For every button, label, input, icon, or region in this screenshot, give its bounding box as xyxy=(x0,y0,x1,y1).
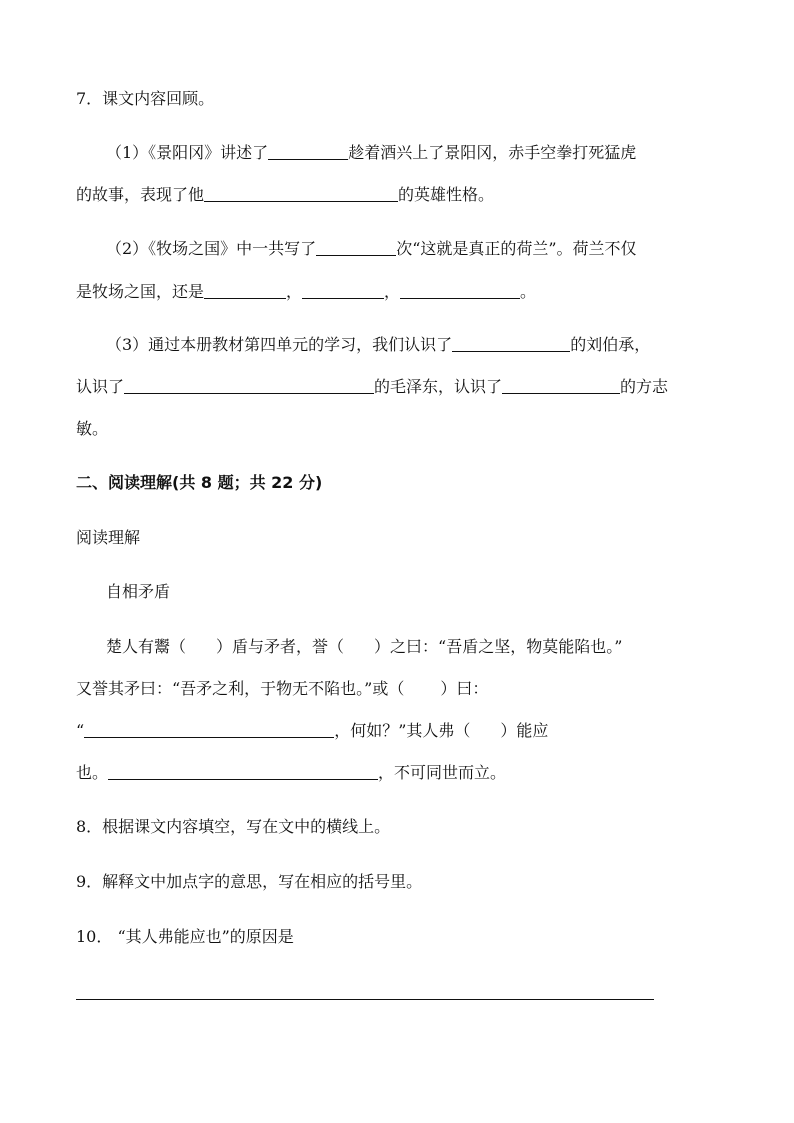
q7-p3-blank-3[interactable] xyxy=(502,377,620,394)
passage-l4a: 也。 xyxy=(76,763,109,782)
passage-l1a: 楚人有鬻（ xyxy=(106,637,187,656)
question-8: 8．根据课文内容填空，写在文中的横线上。 xyxy=(76,817,391,836)
passage-l3b: ，何如？”其人弗（ xyxy=(334,721,471,740)
q7-p1-text-d: 的英雄性格。 xyxy=(398,185,495,204)
q7-p2-blank-2[interactable] xyxy=(204,282,286,299)
section-label: 阅读理解 xyxy=(76,528,141,547)
q7-p1-line1 xyxy=(106,142,636,164)
q7-p3-line3: 敏。 xyxy=(76,419,109,438)
passage-blank-2[interactable] xyxy=(108,763,378,780)
q7-p2-end: 。 xyxy=(520,282,537,301)
passage-l2b: ）曰： xyxy=(440,679,489,698)
q7-p1-line2 xyxy=(76,184,494,206)
passage-l3c: ）能应 xyxy=(500,721,549,740)
q7-p3-text-d: 的毛泽东，认识了 xyxy=(374,377,503,396)
q7-p3-line1 xyxy=(106,334,650,356)
passage-line-1 xyxy=(106,636,622,658)
q7-p2-text-c: 是牧场之国，还是 xyxy=(76,282,205,301)
passage-title: 自相矛盾 xyxy=(106,582,171,601)
q7-p1-text-a: （1）《景阳冈》讲述了 xyxy=(106,143,269,162)
q7-p2-blank-3[interactable] xyxy=(302,282,384,299)
q7-p3-blank-1[interactable] xyxy=(452,335,570,352)
q7-p2-text-b: 次“这就是真正的荷兰”。荷兰不仅 xyxy=(396,239,637,258)
passage-line-2 xyxy=(76,678,488,700)
passage-l3a: “ xyxy=(76,721,85,740)
q7-p2-blank-4[interactable] xyxy=(400,282,520,299)
q7-p3-text-c: 认识了 xyxy=(76,377,125,396)
question-10: 10． “其人弗能应也”的原因是 xyxy=(76,927,294,946)
passage-line-4 xyxy=(76,762,506,784)
section-heading: 二、阅读理解(共 8 题；共 22 分) xyxy=(76,473,323,492)
passage-line-3 xyxy=(76,720,548,742)
q7-p2-sep2: ， xyxy=(384,282,401,301)
q7-p2-sep1: ， xyxy=(286,282,303,301)
q7-p3-text-e: 的方志 xyxy=(620,377,669,396)
q7-p2-line1 xyxy=(106,238,637,260)
passage-l2a: 又誉其矛曰：“吾矛之利，于物无不陷也。”或（ xyxy=(76,679,405,698)
question-9: 9．解释文中加点字的意思，写在相应的括号里。 xyxy=(76,872,423,891)
q7-p3-text-a: （3）通过本册教材第四单元的学习，我们认识了 xyxy=(106,335,453,354)
passage-l4b: ，不可同世而立。 xyxy=(378,763,507,782)
q7-p3-line2 xyxy=(76,376,668,398)
q7-p1-blank-1[interactable] xyxy=(268,143,348,160)
q7-p3-text-b: 的刘伯承， xyxy=(570,335,651,354)
q7-p1-blank-2[interactable] xyxy=(204,185,398,202)
q7-p3-blank-2[interactable] xyxy=(124,377,374,394)
passage-l1c: ）之曰：“吾盾之坚，物莫能陷也。” xyxy=(374,637,623,656)
q7-p1-text-b: 趁着酒兴上了景阳冈，赤手空拳打死猛虎 xyxy=(348,143,637,162)
q7-p2-line2 xyxy=(76,281,536,303)
q7-p2-text-a: （2）《牧场之国》中一共写了 xyxy=(106,239,317,258)
q7-title: 7．课文内容回顾。 xyxy=(76,89,215,108)
q7-p1-text-c: 的故事，表现了他 xyxy=(76,185,205,204)
passage-l1b: ）盾与矛者，誉（ xyxy=(216,637,345,656)
q7-p2-blank-1[interactable] xyxy=(316,239,396,256)
answer-line-q10[interactable] xyxy=(76,999,654,1000)
passage-blank-1[interactable] xyxy=(84,721,334,738)
